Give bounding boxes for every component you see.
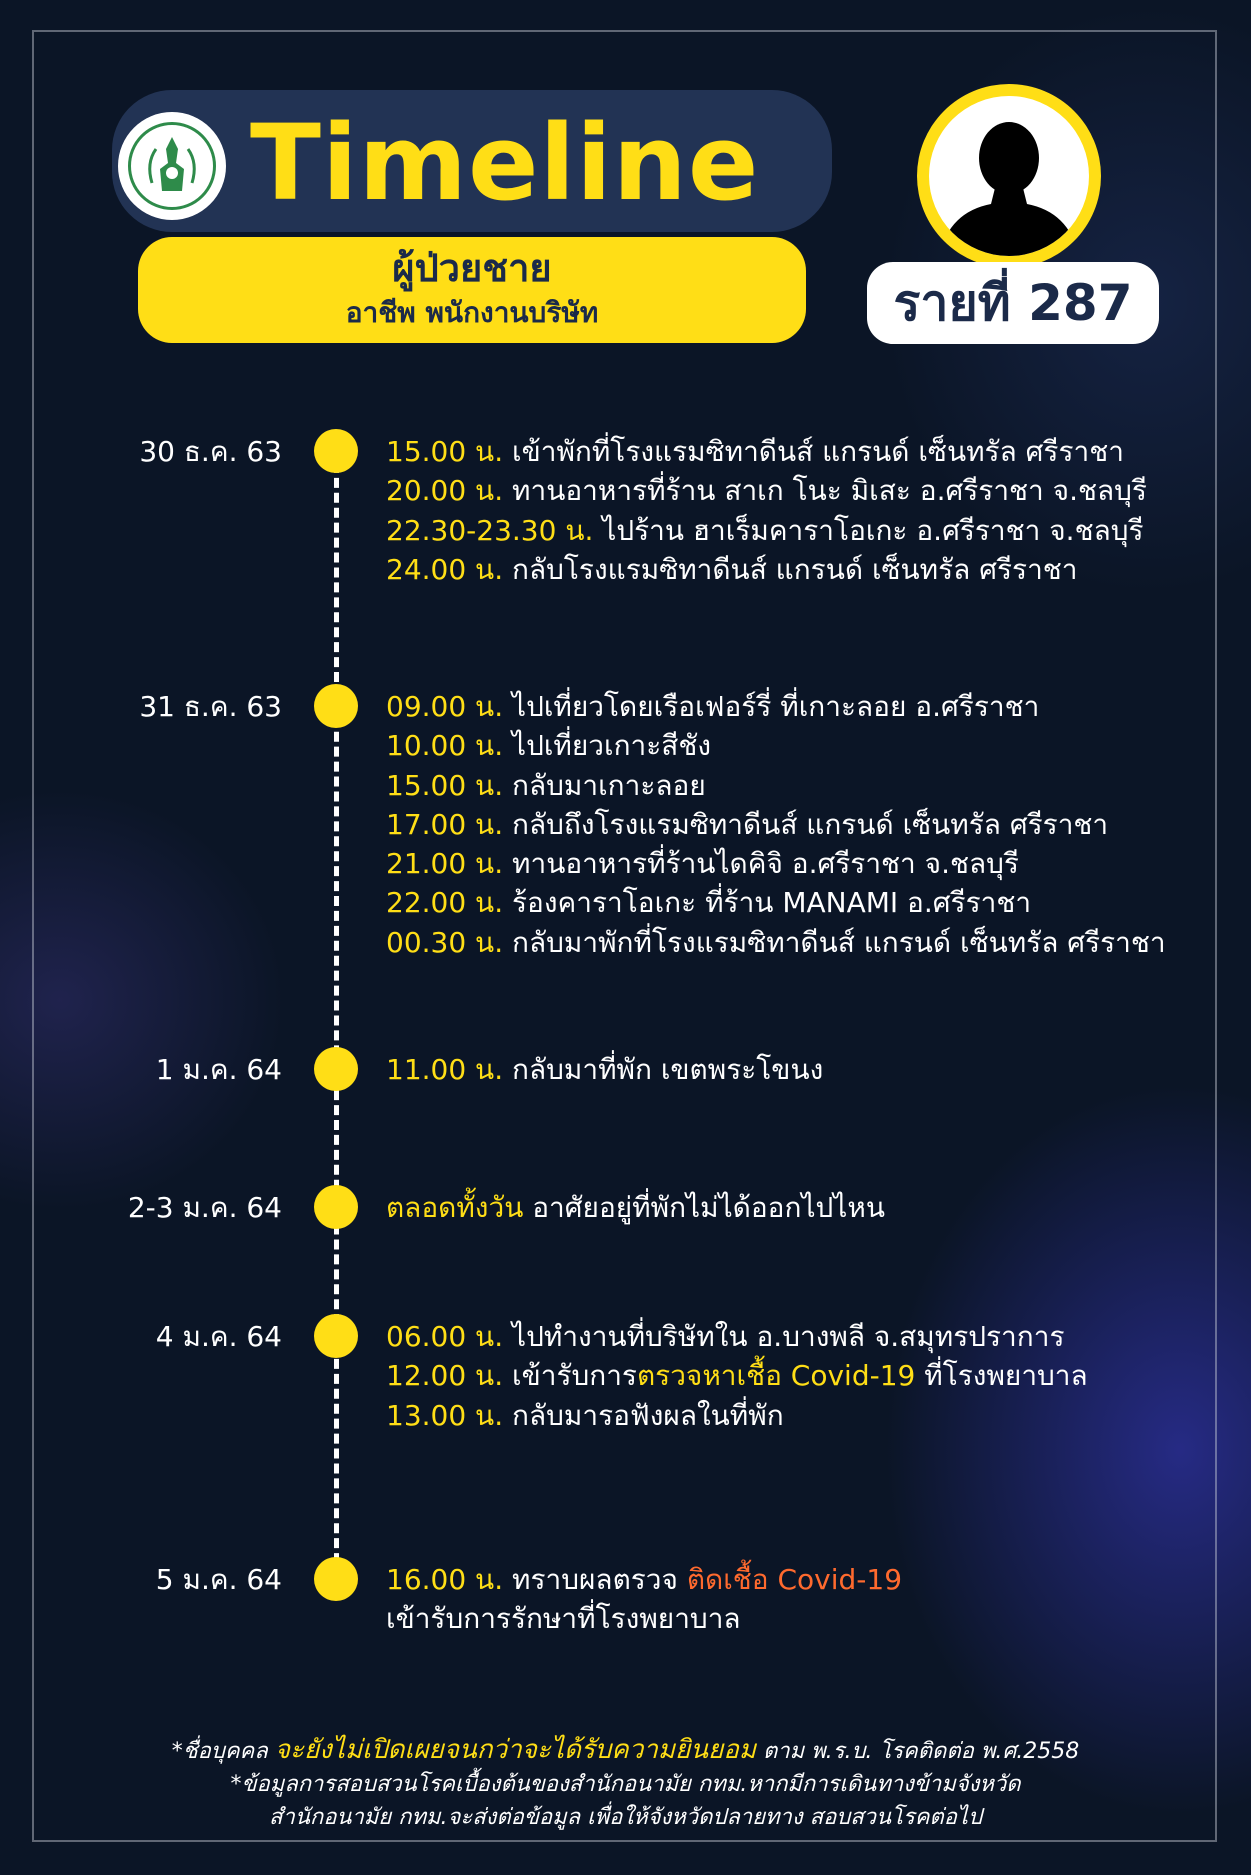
list-item: 13.00 น. กลับมารอฟังผลในที่พัก xyxy=(386,1398,784,1432)
timeline-events xyxy=(386,1188,1216,1227)
case-number-badge: รายที่ 287 xyxy=(867,262,1159,344)
list-item: 16.00 น. ทราบผลตรวจ ติดเชื้อ Covid-19 xyxy=(386,1563,903,1596)
timeline-date: 30 ธ.ค. 63 xyxy=(139,435,282,468)
timeline-date: 2-3 ม.ค. 64 xyxy=(127,1191,282,1224)
footer-line: *ชื่อบุคคล จะยังไม่เปิดเผยจนกว่าจะได้รับความยินยอม ตาม พ.ร.บ. โรคติดต่อ พ.ศ.2558 xyxy=(171,1735,1080,1765)
footer-disclaimer xyxy=(60,1734,1191,1834)
timeline-date: 1 ม.ค. 64 xyxy=(155,1053,282,1086)
footer-line: สำนักอนามัย กทม.จะส่งต่อข้อมูล เพื่อให้จังหวัดปลายทาง สอบสวนโรคต่อไป xyxy=(269,1805,982,1830)
person-silhouette-icon xyxy=(929,96,1089,256)
list-item: 15.00 น. กลับมาเกาะลอย xyxy=(386,768,706,802)
list-item: เข้ารับการรักษาที่โรงพยาบาล xyxy=(386,1602,741,1636)
list-item: ตลอดทั้งวัน อาศัยอยู่ที่พักไม่ได้ออกไปไหน xyxy=(386,1191,885,1224)
list-item: 24.00 น. กลับโรงแรมซิทาดีนส์ แกรนด์ เซ็นทรัล ศรีราชา xyxy=(386,552,1078,586)
timeline-date: 5 ม.ค. 64 xyxy=(155,1563,282,1596)
list-item: 11.00 น. กลับมาที่พัก เขตพระโขนง xyxy=(386,1053,824,1086)
list-item: 22.00 น. ร้องคาราโอเกะ ที่ร้าน MANAMI อ.ศรีราชา xyxy=(386,886,1032,920)
timeline-dot xyxy=(314,429,358,473)
timeline-events xyxy=(386,1317,1216,1435)
timeline-dot xyxy=(314,684,358,728)
list-item: 22.30-23.30 น. ไปร้าน ฮาเร็มคาราโอเกะ อ.ศรีราชา จ.ชลบุรี xyxy=(386,513,1144,547)
footer-line: *ข้อมูลการสอบสวนโรคเบื้องต้นของสำนักอนามัย กทม.หากมีการเดินทางข้ามจังหวัด xyxy=(230,1772,1021,1797)
page-title: Timeline xyxy=(250,102,760,224)
timeline-dot xyxy=(314,1557,358,1601)
list-item: 10.00 น. ไปเที่ยวเกาะสีชัง xyxy=(386,729,712,763)
timeline-events xyxy=(386,687,1216,962)
list-item: 09.00 น. ไปเที่ยวโดยเรือเฟอร์รี่ ที่เกาะลอย อ.ศรีราชา xyxy=(386,690,1040,723)
list-item: 00.30 น. กลับมาพักที่โรงแรมซิทาดีนส์ แกรนด์ เซ็นทรัล ศรีราชา xyxy=(386,925,1166,959)
avatar xyxy=(917,84,1101,268)
patient-gender: ผู้ป่วยชาย xyxy=(392,246,552,290)
timeline-date: 31 ธ.ค. 63 xyxy=(139,690,282,723)
list-item: 21.00 น. ทานอาหารที่ร้านไดคิจิ อ.ศรีราชา จ.ชลบุรี xyxy=(386,847,1019,881)
timeline-events xyxy=(386,1050,1216,1089)
list-item: 20.00 น. ทานอาหารที่ร้าน สาเก โนะ มิเสะ อ.ศรีราชา จ.ชลบุรี xyxy=(386,474,1147,508)
timeline-date: 4 ม.ค. 64 xyxy=(155,1320,282,1353)
timeline-events xyxy=(386,432,1216,589)
timeline-events xyxy=(386,1560,1216,1639)
timeline-dot xyxy=(314,1314,358,1358)
patient-info-banner xyxy=(138,237,806,343)
list-item: 17.00 น. กลับถึงโรงแรมซิทาดีนส์ แกรนด์ เซ็นทรัล ศรีราชา xyxy=(386,807,1109,841)
timeline-dot xyxy=(314,1185,358,1229)
timeline-dot xyxy=(314,1047,358,1091)
list-item: 15.00 น. เข้าพักที่โรงแรมซิทาดีนส์ แกรนด์ เซ็นทรัล ศรีราชา xyxy=(386,435,1124,468)
bangkok-seal-icon xyxy=(118,112,226,220)
patient-occupation: อาชีพ พนักงานบริษัท xyxy=(345,296,599,329)
list-item: 06.00 น. ไปทำงานที่บริษัทใน อ.บางพลี จ.สมุทรปราการ xyxy=(386,1320,1065,1353)
list-item: 12.00 น. เข้ารับการตรวจหาเชื้อ Covid-19 ที่โรงพยาบาล xyxy=(386,1359,1088,1393)
timeline-dashed-line xyxy=(334,448,339,1578)
